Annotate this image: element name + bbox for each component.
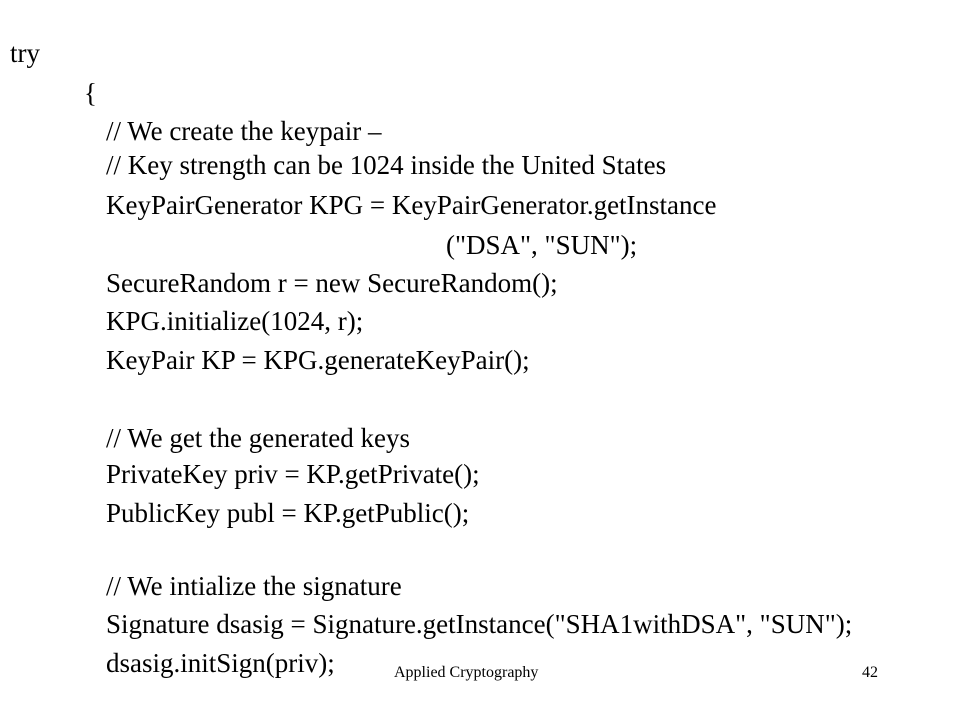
code-line-comment-get-keys: // We get the generated keys bbox=[106, 423, 410, 453]
code-line-getinstance-args: ("DSA", "SUN"); bbox=[446, 230, 638, 260]
code-line-signature-getinstance: Signature dsasig = Signature.getInstance("SHA1withDSA", "SUN"); bbox=[106, 609, 853, 639]
code-line-keypair: KeyPair KP = KPG.generateKeyPair(); bbox=[106, 345, 530, 375]
code-line-kpg-initialize: KPG.initialize(1024, r); bbox=[106, 306, 364, 336]
footer-title: Applied Cryptography bbox=[394, 664, 539, 681]
code-line-keypairgenerator: KeyPairGenerator KPG = KeyPairGenerator.getInstance bbox=[106, 190, 717, 220]
code-line-try: try bbox=[10, 38, 40, 68]
code-line-comment-key-strength: // Key strength can be 1024 inside the United States bbox=[106, 150, 667, 180]
code-line-comment-initialize-signature: // We intialize the signature bbox=[106, 571, 402, 601]
code-line-publickey: PublicKey publ = KP.getPublic(); bbox=[106, 498, 470, 528]
code-line-initsign: dsasig.initSign(priv); bbox=[106, 648, 335, 678]
page-number: 42 bbox=[862, 664, 878, 681]
code-line-securerandom: SecureRandom r = new SecureRandom(); bbox=[106, 268, 558, 298]
code-line-comment-create-keypair: // We create the keypair – bbox=[106, 116, 382, 146]
code-line-open-brace: { bbox=[84, 78, 97, 108]
code-line-privatekey: PrivateKey priv = KP.getPrivate(); bbox=[106, 459, 480, 489]
